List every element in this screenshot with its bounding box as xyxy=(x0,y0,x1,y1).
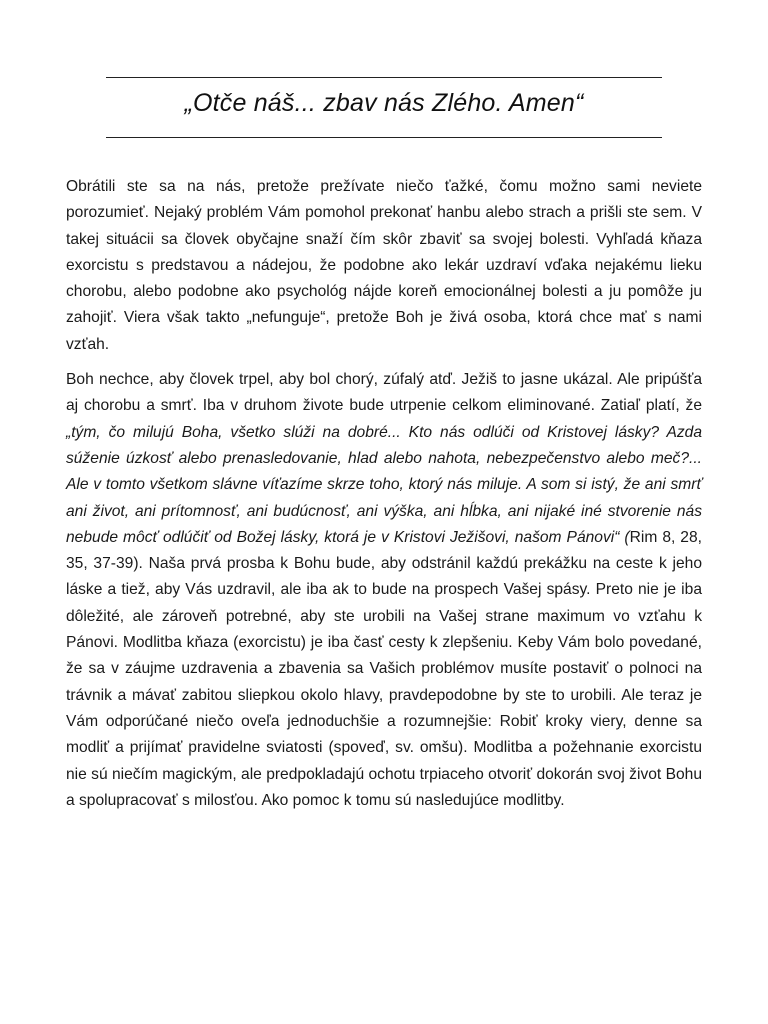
document-body xyxy=(66,174,702,823)
paragraph-2-intro: Boh nechce, aby človek trpel, aby bol chorý, zúfalý atď. Ježiš to jasne ukázal. Ale pripúšťa aj chorobu a smrť. Iba v druhom živote bude utrpenie celkom eliminované. Zatiaľ platí, že xyxy=(66,371,702,415)
paragraph-1: Obrátili ste sa na nás, pretože prežívate niečo ťažké, čomu možno sami neviete porozumieť. Nejaký problém Vám pomohol prekonať hanbu alebo strach a prišli ste sem. V takej situácii sa človek obyčajne snaží čím skôr zbaviť sa svojej bolesti. Vyhľadá kňaza exorcistu s predstavou a nádejou, že podobne ako lekár uzdraví vďaka nejakému lieku chorobu, alebo podobne ako psychológ nájde koreň emocionálnej bolesti a ju pomôže ju zahojiť. Viera však takto „nefunguje“, pretože Boh je živá osoba, ktorá chce mať s nami vzťah. xyxy=(66,178,702,353)
title-rule-top xyxy=(106,77,662,78)
paragraph-2-scripture-quote: „tým, čo milujú Boha, všetko slúži na dobré... Kto nás odlúči od Kristovej lásky? Azda súženie úzkosť alebo prenasledovanie, hlad alebo nahota, nebezpečenstvo alebo meč?... Ale v tomto všetkom slávne víťazíme skrze toho, ktorý nás miluje. A som si istý, že ani smrť ani život, ani prítomnosť, ani budúcnosť, ani výška, ani hĺbka, ani nijaké iné stvorenie nás nebude môcť odlúčiť od Božej lásky, ktorá je v Kristovi Ježišovi, našom Pánovi“ ( xyxy=(66,423,702,546)
paragraph-2 xyxy=(66,367,702,814)
title-rule-bottom xyxy=(106,137,662,138)
document-title: „Otče náš... zbav nás Zlého. Amen“ xyxy=(184,89,584,117)
paragraph-2-continuation: Rim 8, 28, 35, 37-39). Naša prvá prosba k Bohu bude, aby odstránil každú prekážku na ceste k jeho láske a tiež, aby Vás uzdravil, ale iba ak to bude na prospech Vašej spásy. Preto nie je iba dôležité, ale zároveň potrebné, aby ste urobili na Vašej strane maximum vo vzťahu k Pánovi. Modlitba kňaza (exorcistu) je iba časť cesty k zlepšeniu. Keby Vám bolo povedané, že sa v záujme uzdravenia a zbavenia sa Vašich problémov musíte postaviť o polnoci na trávnik a mávať zabitou sliepkou okolo hlavy, pravdepodobne by ste to urobili. Ale teraz je Vám odporúčané niečo oveľa jednoduchšie a rozumnejšie: Robiť kroky viery, denne sa modliť a prijímať pravidelne sviatosti (spoveď, sv. omšu). Modlitba a požehnanie exorcistu nie sú niečím magickým, ale predpokladajú ochotu trpiaceho otvoriť dokorán svoj život Bohu a spolupracovať s milosťou. Ako pomoc k tomu sú nasledujúce modlitby. xyxy=(66,528,703,809)
